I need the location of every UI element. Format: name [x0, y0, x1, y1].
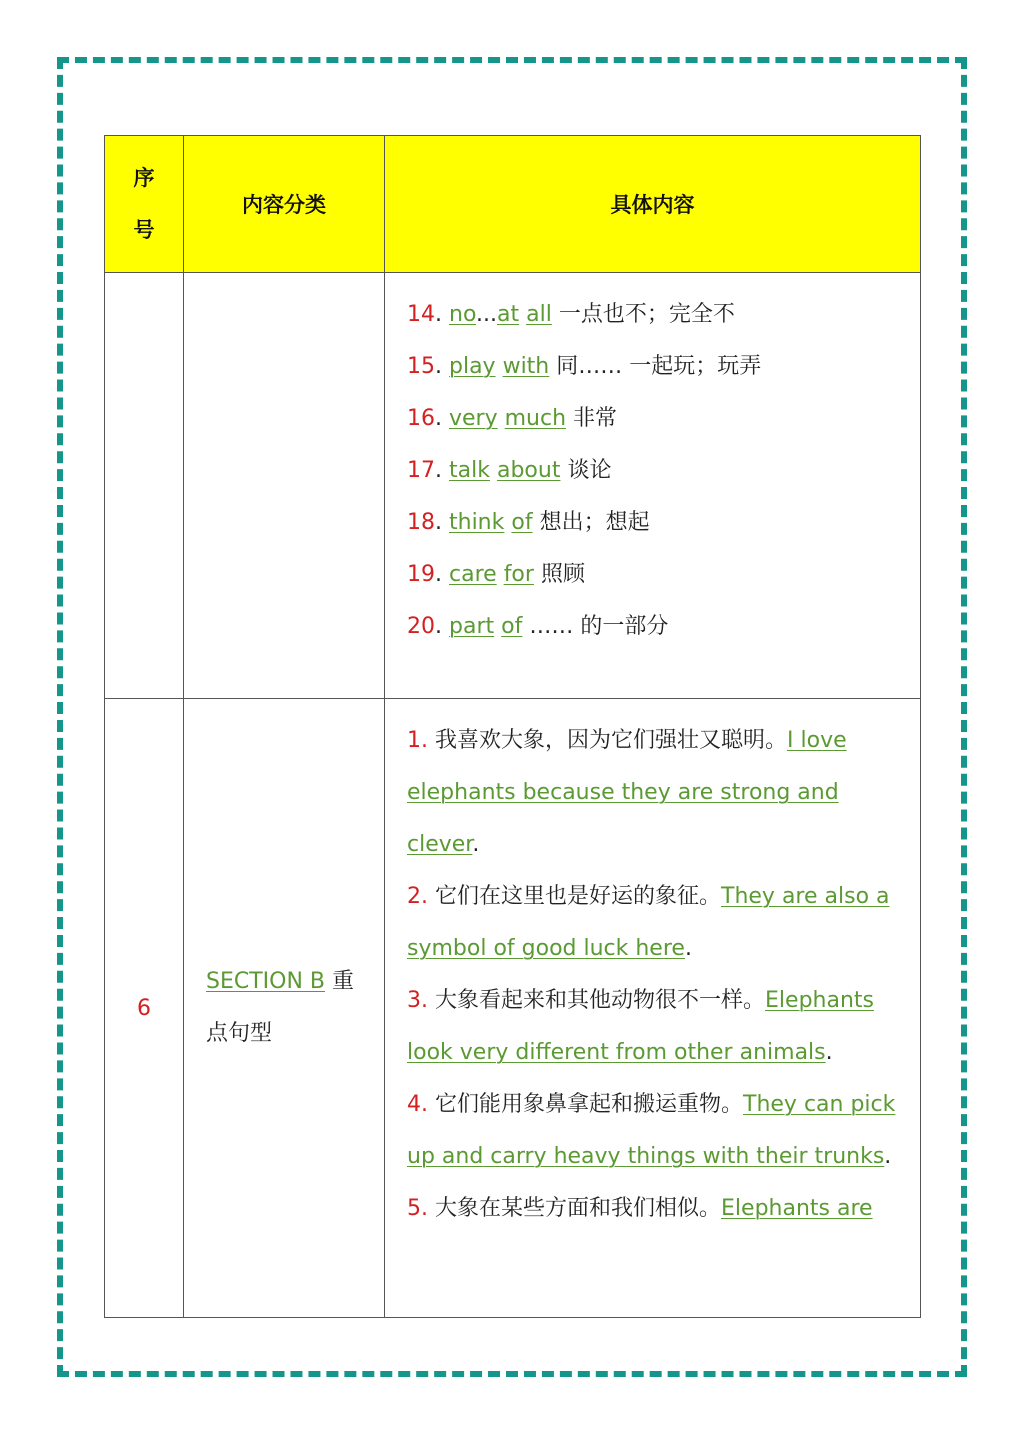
sentence-chinese: 它们在这里也是好运的象征。: [435, 884, 722, 909]
phrase-number: 15: [407, 354, 435, 379]
sentence-end: .: [684, 936, 692, 961]
phrase-english-word: for: [503, 562, 534, 587]
phrase-english-word: much: [504, 406, 567, 431]
phrase-english-word: very: [449, 406, 498, 431]
header-content: 具体内容: [385, 136, 921, 273]
sentence-end: .: [472, 832, 480, 857]
serial-cell-empty: [105, 273, 184, 699]
phrase-item: [407, 445, 900, 497]
phrase-english-word: at: [497, 302, 520, 327]
phrase-dot: .: [435, 614, 449, 639]
phrase-list: [407, 289, 900, 653]
phrase-dot: .: [435, 354, 449, 379]
sentence-english: Elephants are: [721, 1196, 873, 1221]
phrase-item: [407, 601, 900, 653]
phrase-dot: .: [435, 406, 449, 431]
phrase-english-word: part: [449, 614, 495, 639]
phrase-item: [407, 393, 900, 445]
sentence-chinese: 它们能用象鼻拿起和搬运重物。: [435, 1092, 744, 1117]
phrase-number: 16: [407, 406, 435, 431]
sentence-list: [407, 715, 900, 1235]
sentence-number: 2.: [407, 884, 428, 909]
sentence-english: They can pick up and carry heavy things with their trunks: [407, 1092, 896, 1169]
phrase-english-word: care: [449, 562, 497, 587]
phrase-chinese: 同…… 一起玩；玩弄: [556, 354, 762, 379]
phrase-english-word: play: [449, 354, 496, 379]
phrase-chinese: 谈论: [567, 458, 612, 483]
table-row: [105, 699, 921, 1318]
sentence-number: 5.: [407, 1196, 428, 1221]
phrase-english-word: with: [502, 354, 550, 379]
phrase-item: [407, 497, 900, 549]
phrase-ellipsis: ...: [476, 302, 498, 327]
phrase-english-word: of: [511, 510, 533, 535]
phrase-english-word: no: [449, 302, 477, 327]
phrase-chinese: 照顾: [540, 562, 585, 587]
phrase-number: 20: [407, 614, 435, 639]
phrase-number: 14: [407, 302, 435, 327]
sentence-item: [407, 1183, 900, 1235]
serial-number: 6: [105, 699, 184, 1318]
phrase-english-word: of: [501, 614, 523, 639]
phrase-number: 17: [407, 458, 435, 483]
phrase-number: 18: [407, 510, 435, 535]
category-section-label: SECTION B: [206, 969, 326, 994]
sentence-number: 4.: [407, 1092, 428, 1117]
sentence-chinese: 大象看起来和其他动物很不一样。: [435, 988, 766, 1013]
phrase-list-cell: [385, 273, 921, 699]
sentence-end: .: [884, 1144, 892, 1169]
sentence-item: [407, 715, 900, 871]
phrase-item: [407, 341, 900, 393]
phrase-dot: .: [435, 562, 449, 587]
category-cell: [184, 699, 385, 1318]
category-label: 重点句型: [206, 969, 355, 1046]
sentence-english: They are also a symbol of good luck here: [407, 884, 890, 961]
table-row: [105, 273, 921, 699]
sentence-end: .: [825, 1040, 833, 1065]
phrase-english-word: about: [496, 458, 561, 483]
phrase-chinese: 一点也不；完全不: [558, 302, 735, 327]
phrase-english-word: talk: [449, 458, 490, 483]
sentence-item: [407, 1079, 900, 1183]
sentence-english: I love elephants because they are strong and clever: [407, 728, 847, 857]
sentence-english: Elephants look very different from other animals: [407, 988, 874, 1065]
phrase-item: [407, 549, 900, 601]
header-serial-number: 序 号: [105, 136, 184, 273]
phrase-chinese: 非常: [573, 406, 618, 431]
phrase-dot: .: [435, 458, 449, 483]
sentence-chinese: 大象在某些方面和我们相似。: [435, 1196, 722, 1221]
header-category: 内容分类: [184, 136, 385, 273]
category-cell-empty: [184, 273, 385, 699]
phrase-item: [407, 289, 900, 341]
phrase-chinese: …… 的一部分: [529, 614, 669, 639]
phrase-english-word: think: [449, 510, 505, 535]
sentence-item: [407, 871, 900, 975]
vocabulary-table: [104, 135, 921, 1318]
sentence-list-cell: [385, 699, 921, 1318]
sentence-chinese: 我喜欢大象，因为它们强壮又聪明。: [435, 728, 788, 753]
sentence-item: [407, 975, 900, 1079]
phrase-chinese: 想出；想起: [539, 510, 650, 535]
table-header-row: [105, 136, 921, 273]
phrase-english-word: all: [526, 302, 552, 327]
phrase-dot: .: [435, 510, 449, 535]
sentence-number: 3.: [407, 988, 428, 1013]
sentence-number: 1.: [407, 728, 428, 753]
phrase-dot: .: [435, 302, 449, 327]
phrase-number: 19: [407, 562, 435, 587]
